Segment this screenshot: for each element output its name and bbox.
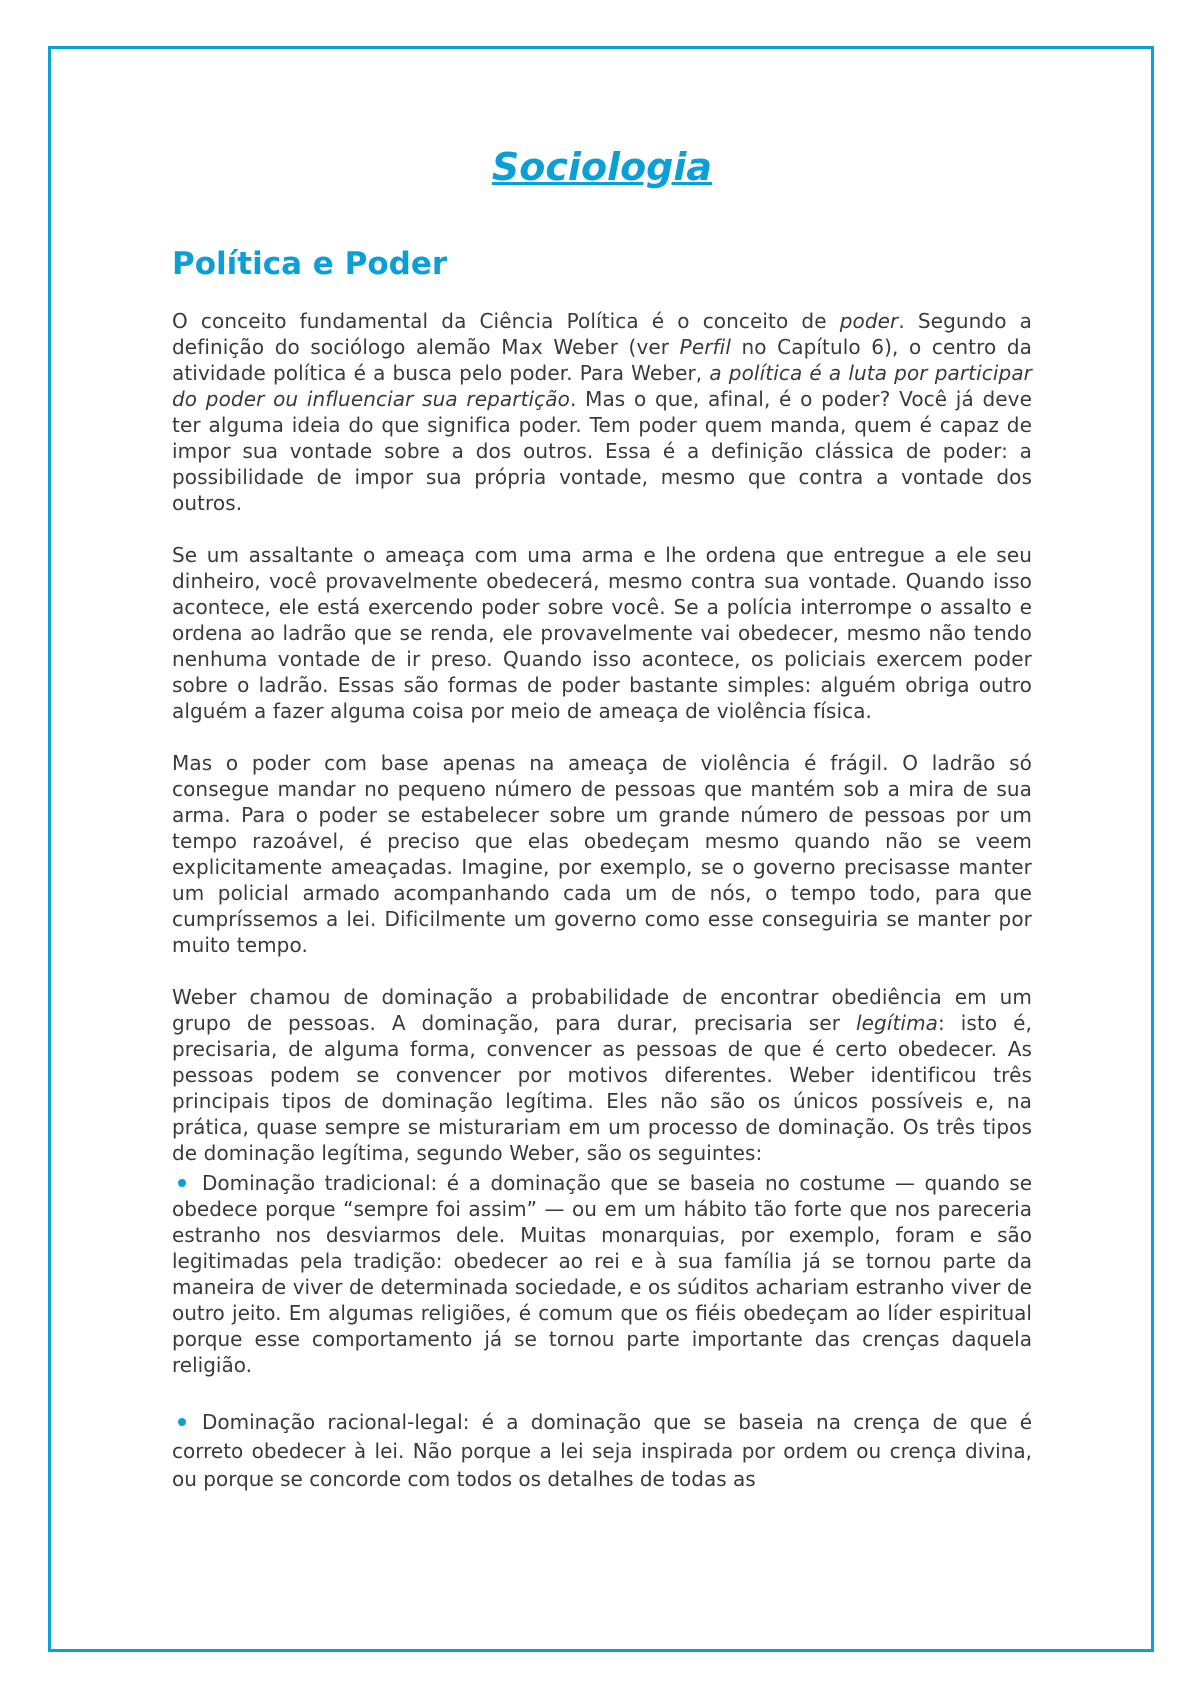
paragraph-1-text-g: . Mas o que, afinal, é o poder? Você já deve ter alguma ideia do que significa poder. Tem poder quem manda, quem é capaz de impor sua vontade sobre a dos outros. Essa é a definição clássica de poder: a possibilidade de impor sua própria vontade, mesmo que contra a vontade dos outros.: [172, 387, 1032, 515]
paragraph-1-text-c: . Segundo a definição do sociólogo alemão Max Weber (ver: [172, 309, 1032, 359]
paragraph-1-text-e: no Capítulo 6), o centro da atividade política é a busca pelo poder. Para Weber,: [172, 335, 1032, 385]
bullet-item-text: Dominação tradicional: é a dominação que se baseia no costume — quando se obedece porque “sempre foi assim” — ou em um hábito tão forte que nos pareceria estranho nos desviarmos dele. Muitas monarquias, por exemplo, foram e são legitimadas pela tradição: obedecer ao rei e à sua família já se tornou parte da maneira de viver de determinada sociedade, e os súditos achariam estranho viver de outro jeito. Em algumas religiões, é comum que os fiéis obedeçam ao líder espiritual porque esse comportamento já se tornou parte importante das crenças daquela religião.: [172, 1171, 1032, 1377]
document-body: [172, 140, 1032, 1524]
bullet-icon: [178, 1418, 186, 1426]
paragraph-4-text-a: Weber chamou de dominação a probabilidade de encontrar obediência em um grupo de pessoas. A dominação, para durar, precisaria ser: [172, 985, 1032, 1035]
paragraph-1-emphasis-perfil: Perfil: [679, 335, 731, 359]
paragraph-4: [172, 984, 1032, 1166]
paragraph-1-text-a: O conceito fundamental da Ciência Política é o conceito de: [172, 309, 840, 333]
paragraph-2: Se um assaltante o ameaça com uma arma e lhe ordena que entregue a ele seu dinheiro, você provavelmente obedecerá, mesmo contra sua vontade. Quando isso acontece, ele está exercendo poder sobre você. Se a polícia interrompe o assalto e ordena ao ladrão que se renda, ele provavelmente vai obedecer, mesmo não tendo nenhuma vontade de ir preso. Quando isso acontece, os policiais exercem poder sobre o ladrão. Essas são formas de poder bastante simples: alguém obriga outro alguém a fazer alguma coisa por meio de ameaça de violência física.: [172, 543, 1032, 723]
paragraph-1: [172, 308, 1032, 516]
paragraph-4-emphasis-legitima: legítima: [855, 1011, 939, 1035]
bullet-item-text: Dominação racional-legal: é a dominação que se baseia na crença de que é correto obedecer à lei. Não porque a lei seja inspirada por ordem ou crença divina, ou porque se concorde com todos os detalhes de todas as: [172, 1410, 1032, 1491]
paragraph-4-text-c: : isto é, precisaria, de alguma forma, convencer as pessoas de que é certo obedecer. As pessoas podem se convencer por motivos diferentes. Weber identificou três principais tipos de dominação legítima. Eles não são os únicos possíveis e, na prática, quase sempre se misturariam em um processo de dominação. Os três tipos de dominação legítima, segundo Weber, são os seguintes:: [172, 1011, 1032, 1165]
paragraph-3: Mas o poder com base apenas na ameaça de violência é frágil. O ladrão só consegue mandar no pequeno número de pessoas que mantém sob a mira de sua arma. Para o poder se estabelecer sobre um grande número de pessoas por um tempo razoável, é preciso que elas obedeçam mesmo quando não se veem explicitamente ameaçadas. Imagine, por exemplo, se o governo precisasse manter um policial armado acompanhando cada um de nós, o tempo todo, para que cumpríssemos a lei. Dificilmente um governo como esse conseguiria se manter por muito tempo.: [172, 751, 1032, 957]
bullet-item-tradicional: [172, 1170, 1032, 1378]
paragraph-1-emphasis-definition: a política é a luta por participar do poder ou influenciar sua repartição: [172, 361, 1032, 411]
paragraph-1-emphasis-poder: poder: [839, 309, 899, 333]
document-title: Sociologia: [491, 145, 713, 189]
bullet-icon: [178, 1179, 186, 1187]
bullet-item-racional-legal: [172, 1408, 1032, 1494]
section-title: Política e Poder: [172, 246, 448, 282]
